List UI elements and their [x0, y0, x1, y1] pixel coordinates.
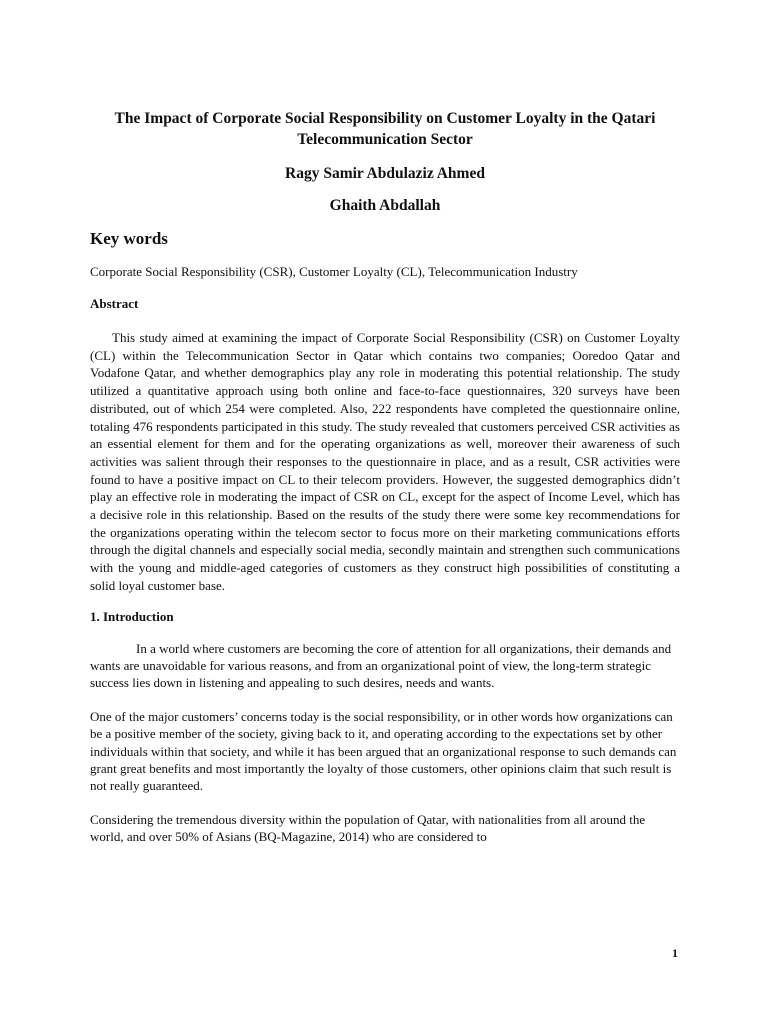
intro-paragraph-2: One of the major customers’ concerns today is the social responsibility, or in other words how organizations can be a positive member of the society, giving back to it, and operating according to the expectations set by other individuals within that society, and while it has been argued that an organizational response to such demands can grant great benefits and most importantly the loyalty of those customers, other opinions claim that such result is not really guaranteed.: [90, 708, 677, 794]
paper-title: The Impact of Corporate Social Responsibility on Customer Loyalty in the Qatari Telecommunication Sector: [114, 110, 656, 148]
section-heading-introduction: 1. Introduction: [90, 608, 174, 624]
abstract-text: This study aimed at examining the impact of Corporate Social Responsibility (CSR) on Customer Loyalty (CL) within the Telecommunication Sector in Qatar which contains two companies; Ooredoo Qatar and Vodafone Qatar, and whether demographics play any role in moderating this potential relationship. The study utilized a quantitative approach using both online and face-to-face questionnaires, 320 surveys have been distributed, out of which 254 were completed. Also, 222 respondents have completed the questionnaire online, totaling 476 respondents participated in this study. The study revealed that customers perceived CSR activities as an essential element for them and for the operating organizations as well, moreover their awareness of such activities was salient through their responses to the questionnaire in place, and as a result, CSR activities were found to have a positive impact on CL to their telecom providers. However, the suggested demographics didn’t play an effective role in moderating the impact of CSR on CL, except for the aspect of Income Level, which has a decisive role in this relationship. Based on the results of the study there were some key recommendations for the organizations operating within the telecom sector to focus more on their marketing communications efforts through the digital channels and especially social media, secondly maintain and strengthen such communications with the young and middle-aged categories of customers as they construct high possibilities of constituting a solid loyal customer base.: [90, 330, 680, 593]
keywords-text: Corporate Social Responsibility (CSR), Customer Loyalty (CL), Telecommunication Industry: [90, 264, 578, 279]
intro-paragraph-3: Considering the tremendous diversity within the population of Qatar, with nationalities from all around the world, and over 50% of Asians (BQ-Magazine, 2014) who are considered to: [90, 811, 646, 845]
intro-paragraph-1: In a world where customers are becoming the core of attention for all organizations, their demands and wants are unavoidable for various reasons, and from an organizational point of view, the long-term strategic success lies down in listening and appealing to such desires, needs and wants.: [90, 640, 672, 691]
keywords-heading: Key words: [90, 229, 168, 248]
author-1: Ragy Samir Abdulaziz Ahmed: [285, 165, 485, 182]
abstract-heading: Abstract: [90, 296, 139, 311]
author-2: Ghaith Abdallah: [329, 197, 441, 214]
page-number: 1: [672, 946, 678, 960]
